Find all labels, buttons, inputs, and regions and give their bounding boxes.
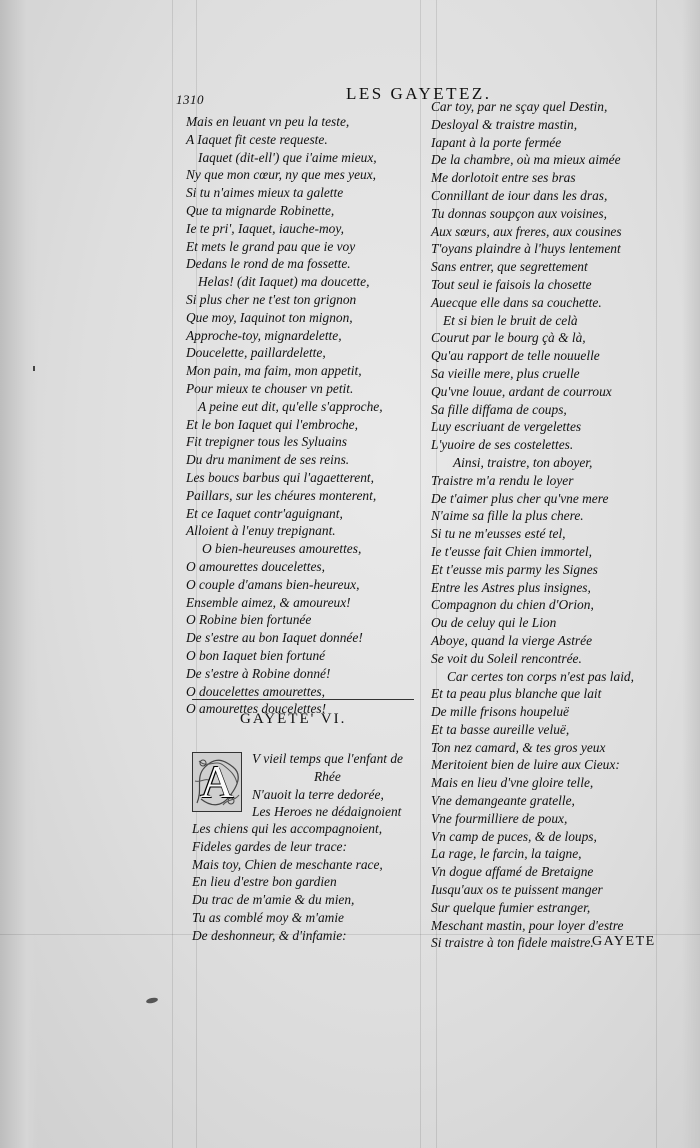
verse-line: A Iaquet fit ceste requeste. (186, 131, 328, 147)
verse-line: Se voit du Soleil rencontrée. (431, 650, 582, 666)
margin-mark (33, 366, 35, 371)
verse-line: Les chiens qui les accompagnoient, (192, 821, 383, 836)
verse-line: Meritoient bien de luire aux Cieux: (431, 757, 620, 773)
section-opening-lines (252, 750, 427, 821)
page-number: 1310 (176, 92, 204, 107)
verse-line: Iaquet (dit-ell') que i'aime mieux, (198, 149, 377, 165)
verse-line: Ton nez camard, & tes gros yeux (431, 739, 606, 755)
verse-line: Qu'au rapport de telle nouuelle (431, 348, 600, 364)
verse-line: O bon Iaquet bien fortuné (186, 647, 326, 663)
verse-line: V vieil temps que l'enfant de (252, 751, 403, 766)
verse-line: Car certes ton corps n'est pas laid, (447, 668, 634, 684)
verse-line: Alloient à l'enuy trepignant. (186, 523, 336, 539)
verse-line: Courut par le bourg çà & là, (431, 330, 586, 346)
section-title: GAYETE' VI. (240, 711, 347, 727)
verse-line: Iapant à la porte fermée (431, 134, 562, 150)
verse-line: Ou de celuy qui le Lion (431, 615, 557, 631)
verse-line: Si traistre à ton fidele maistre. (431, 935, 594, 951)
section-lines (192, 820, 422, 945)
running-head: LES GAYETEZ. (346, 84, 492, 103)
verse-line: Que moy, Iaquinot ton mignon, (186, 309, 353, 325)
verse-line: Luy escriuant de vergelettes (431, 419, 582, 435)
verse-line: Mais toy, Chien de meschante race, (192, 856, 383, 872)
verse-line: Mon pain, ma faim, mon appetit, (186, 363, 362, 379)
verse-line: O amourettes doucelettes, (186, 558, 325, 574)
verse-line: Fit trepigner tous les Syluains (186, 434, 347, 450)
verse-line: Qu'vne louue, ardant de courroux (431, 383, 612, 399)
verse-line: Du trac de m'amie & du mien, (192, 892, 355, 908)
paper-chain-line (420, 0, 421, 1148)
verse-line: Et t'eusse mis parmy les Signes (431, 561, 598, 577)
drop-cap-letter: A (200, 756, 234, 807)
verse-line: Doucelette, paillardelette, (186, 345, 326, 361)
verse-line: Sa vieille mere, plus cruelle (431, 365, 580, 381)
verse-line: Tu donnas soupçon aux voisines, (431, 205, 607, 221)
verse-line: Me dorlotoit entre ses bras (431, 170, 576, 186)
verse-line: Entre les Astres plus insignes, (431, 579, 591, 595)
verse-line: Ie t'eusse fait Chien immortel, (431, 543, 592, 559)
verse-line: O amourettes doucelettes! (186, 701, 327, 717)
page-gutter-shadow (0, 0, 38, 1148)
right-column (431, 98, 661, 952)
verse-line: La rage, le farcin, la taigne, (431, 846, 582, 862)
verse-line: N'aime sa fille la plus chere. (431, 508, 584, 524)
verse-line: Et ce Iaquet contr'aguignant, (186, 505, 343, 521)
verse-line: Vn dogue affamé de Bretaigne (431, 864, 594, 880)
verse-line: Ensemble aimez, & amoureux! (186, 594, 351, 610)
verse-line: Paillars, sur les chéures monterent, (186, 487, 377, 503)
verse-line: O Robine bien fortunée (186, 612, 312, 628)
verse-line: Vne demangeante gratelle, (431, 793, 575, 809)
verse-line: Car toy, par ne sçay quel Destin, (431, 99, 608, 114)
verse-line: L'yuoire de ses costelettes. (431, 437, 574, 453)
drop-cap-ornament (192, 752, 242, 812)
verse-line: N'auoit la terre dedorée, (252, 786, 384, 802)
verse-line: Si tu n'aimes mieux ta galette (186, 185, 344, 201)
verse-line: A peine eut dit, qu'elle s'approche, (198, 398, 383, 414)
verse-line: T'oyans plaindre à l'huys lentement (431, 241, 621, 257)
verse-line: Et le bon Iaquet qui l'embroche, (186, 416, 358, 432)
verse-line: De s'estre à Robine donné! (186, 665, 331, 681)
verse-line: Pour mieux te chouser vn petit. (186, 380, 354, 396)
verse-line: Sans entrer, que segrettement (431, 259, 588, 275)
verse-line: Et si bien le bruit de celà (443, 312, 578, 328)
verse-line: De mille frisons houpeluë (431, 704, 569, 720)
verse-line: O couple d'amans bien-heureux, (186, 576, 360, 592)
verse-line: O doucelettes amourettes, (186, 683, 325, 699)
catchword: GAYETE (592, 934, 656, 949)
verse-line: De deshonneur, & d'infamie: (192, 927, 347, 943)
verse-line: Vn camp de puces, & de loups, (431, 828, 597, 844)
verse-line: O bien-heureuses amourettes, (202, 541, 362, 557)
verse-line: Rhée (314, 768, 341, 784)
verse-line: Ainsi, traistre, ton aboyer, (453, 454, 593, 470)
left-column (186, 113, 414, 718)
verse-line: Auecque elle dans sa couchette. (431, 294, 602, 310)
verse-line: Ie te pri', Iaquet, iauche-moy, (186, 220, 344, 236)
verse-line: De t'aimer plus cher qu'vne mere (431, 490, 609, 506)
verse-line: Mais en lieu d'vne gloire telle, (431, 775, 594, 791)
ink-blot (146, 997, 159, 1004)
paper-chain-line (172, 0, 173, 1148)
verse-line: Vne fourmilliere de poux, (431, 810, 568, 826)
verse-line: De s'estre au bon Iaquet donnée! (186, 630, 363, 646)
verse-line: Mais en leuant vn peu la teste, (186, 114, 350, 129)
section-rule (192, 699, 414, 700)
verse-line: Si plus cher ne t'est ton grignon (186, 291, 357, 307)
verse-line: Tu as comblé moy & m'amie (192, 909, 345, 925)
verse-line: Aux sœurs, aux freres, aux cousines (431, 223, 622, 239)
verse-line: Fideles gardes de leur trace: (192, 838, 347, 854)
verse-line: Si tu ne m'eusses esté tel, (431, 526, 566, 542)
verse-line: Sur quelque fumier estranger, (431, 899, 591, 915)
verse-line: En lieu d'estre bon gardien (192, 874, 337, 890)
verse-line: Aboye, quand la vierge Astrée (431, 632, 593, 648)
verse-line: Du dru maniment de ses reins. (186, 452, 350, 468)
verse-line: Approche-toy, mignardelette, (186, 327, 342, 343)
verse-line: Compagnon du chien d'Orion, (431, 597, 594, 613)
verse-line: Et ta peau plus blanche que lait (431, 686, 602, 702)
verse-line: Ny que mon cœur, ny que mes yeux, (186, 167, 377, 183)
verse-line: Desloyal & traistre mastin, (431, 116, 578, 132)
verse-line: Et ta basse aureille veluë, (431, 721, 570, 737)
verse-line: De la chambre, où ma mieux aimée (431, 152, 621, 168)
verse-line: Connillant de iour dans les dras, (431, 187, 608, 203)
verse-line: Et mets le grand pau que ie voy (186, 238, 356, 254)
verse-line: Dedans le rond de ma fossette. (186, 256, 351, 272)
verse-line: Que ta mignarde Robinette, (186, 202, 335, 218)
verse-line: Traistre m'a rendu le loyer (431, 472, 574, 488)
verse-line: Meschant mastin, pour loyer d'estre (431, 917, 624, 933)
verse-line: Helas! (dit Iaquet) ma doucette, (198, 274, 370, 290)
verse-line: Sa fille diffama de coups, (431, 401, 567, 417)
verse-line: Tout seul ie faisois la chosette (431, 276, 592, 292)
verse-line: Les boucs barbus qui l'agaetterent, (186, 469, 374, 485)
page-edge-shadow (682, 0, 700, 1148)
verse-line: Iusqu'aux os te puissent manger (431, 882, 603, 898)
verse-line: Les Heroes ne dédaignoient (252, 804, 402, 820)
